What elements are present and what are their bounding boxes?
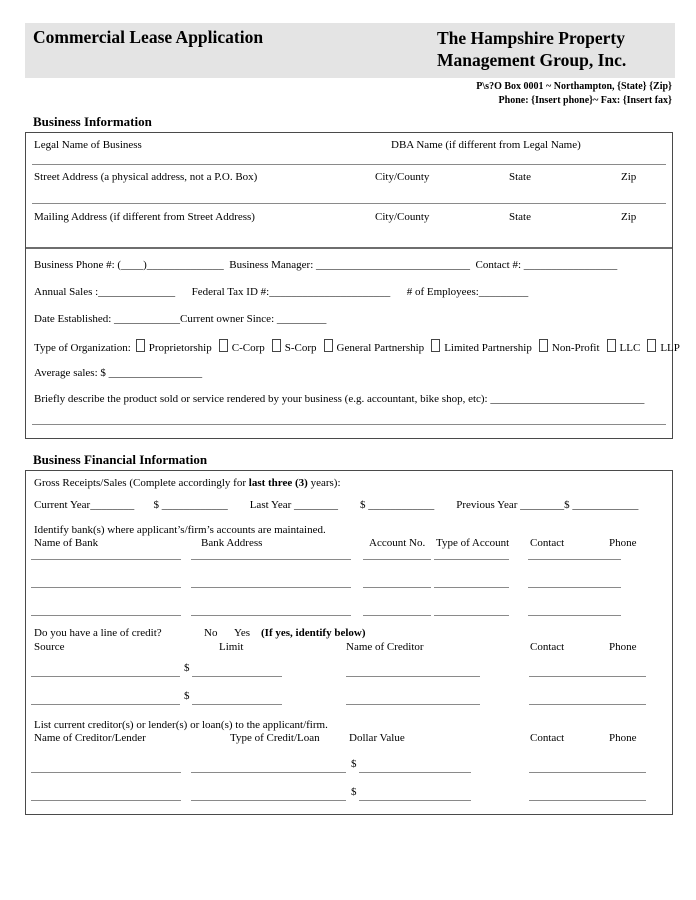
account-no-field[interactable]	[363, 559, 431, 560]
section-divider	[26, 247, 672, 249]
dollar-sign: $	[184, 662, 190, 674]
gross-receipts-label: Gross Receipts/Sales (Complete accordingly for last three (3) years):	[34, 477, 341, 489]
credit-type-field[interactable]	[191, 772, 346, 773]
contact-phone-field[interactable]	[528, 559, 621, 560]
credit-col-limit: Limit	[219, 641, 244, 653]
header	[25, 23, 675, 78]
org-option-limited-partnership[interactable]	[431, 342, 532, 354]
contact-phone-field[interactable]	[528, 615, 621, 616]
credit-identify-note: (If yes, identify below)	[261, 627, 366, 639]
account-no-field[interactable]	[363, 615, 431, 616]
page-title: Commercial Lease Application	[33, 27, 264, 47]
account-type-field[interactable]	[434, 587, 509, 588]
creditor-contact-phone-field[interactable]	[529, 800, 646, 801]
bank-col-account-no: Account No.	[369, 537, 426, 549]
banks-intro-label: Identify bank(s) where applicant’s/firm’s accounts are maintained.	[34, 524, 326, 536]
org-option-s-corp[interactable]	[272, 342, 317, 354]
business-info-heading: Business Information	[33, 114, 152, 129]
credit-limit-field[interactable]	[192, 704, 282, 705]
credit-col-source: Source	[34, 641, 65, 653]
contact-phone-field[interactable]	[528, 587, 621, 588]
business-info-box	[25, 132, 680, 439]
creditor-col-dollar-value: Dollar Value	[349, 732, 405, 744]
credit-creditor-field[interactable]	[346, 704, 480, 705]
org-option-label: Non-Profit	[551, 342, 600, 354]
org-option-c-corp[interactable]	[219, 342, 265, 354]
zip-label: Zip	[621, 211, 637, 223]
dollar-sign: $	[184, 690, 190, 702]
bank-address-field[interactable]	[191, 615, 351, 616]
city-county-label: City/County	[375, 211, 430, 223]
org-option-llc[interactable]	[607, 342, 641, 354]
bank-name-field[interactable]	[31, 587, 181, 588]
creditor-col-type: Type of Credit/Loan	[230, 732, 320, 744]
credit-col-creditor: Name of Creditor	[346, 641, 424, 653]
mailing-address-label: Mailing Address (if different from Street Address)	[34, 211, 255, 223]
credit-creditor-field[interactable]	[346, 676, 480, 677]
org-option-non-profit[interactable]	[539, 342, 600, 354]
zip-label: Zip	[621, 171, 637, 183]
org-option-label: LLP	[660, 342, 680, 354]
business-description-extra-line[interactable]	[32, 424, 666, 425]
org-option-general-partnership[interactable]	[324, 342, 425, 354]
checkbox-icon[interactable]	[607, 339, 616, 352]
org-option-label: C-Corp	[231, 342, 265, 354]
checkbox-icon[interactable]	[272, 339, 281, 352]
credit-contact-phone-field[interactable]	[529, 704, 646, 705]
company-address-line: P\s?O Box 0001 ~ Northampton, {State} {Zip}	[476, 81, 672, 92]
bank-col-contact: Contact	[530, 537, 565, 549]
checkbox-icon[interactable]	[219, 339, 228, 352]
street-address-field-line[interactable]	[32, 203, 666, 204]
creditors-intro-label: List current creditor(s) or lender(s) or loan(s) to the applicant/firm.	[34, 719, 328, 731]
business-phone-field-line[interactable]: Business Phone #: (____)______________ Business Manager: ____________________________ Contact #: _________________	[34, 259, 618, 271]
credit-type-field[interactable]	[191, 800, 346, 801]
org-option-llp[interactable]	[647, 342, 680, 354]
organization-type-label: Type of Organization:	[34, 342, 131, 354]
org-option-label: Limited Partnership	[444, 342, 532, 354]
dollar-sign: $	[351, 786, 357, 798]
bank-col-name: Name of Bank	[34, 537, 99, 549]
credit-col-phone: Phone	[609, 641, 637, 653]
account-no-field[interactable]	[363, 587, 431, 588]
credit-source-field[interactable]	[31, 704, 180, 705]
creditor-col-name: Name of Creditor/Lender	[34, 732, 146, 744]
bank-col-account-type: Type of Account	[436, 537, 510, 549]
checkbox-icon[interactable]	[431, 339, 440, 352]
dba-name-label: DBA Name (if different from Legal Name)	[391, 139, 581, 151]
account-type-field[interactable]	[434, 559, 509, 560]
bank-name-field[interactable]	[31, 559, 181, 560]
state-label: State	[509, 171, 531, 183]
city-county-label: City/County	[375, 171, 430, 183]
credit-col-contact: Contact	[530, 641, 565, 653]
creditor-contact-phone-field[interactable]	[529, 772, 646, 773]
creditor-name-field[interactable]	[31, 800, 181, 801]
company-phone-fax-line: Phone: {Insert phone}~ Fax: {Insert fax}	[498, 95, 672, 106]
street-address-label: Street Address (a physical address, not a P.O. Box)	[34, 171, 258, 183]
average-sales-field-line[interactable]: Average sales: $ _________________	[34, 367, 203, 379]
account-type-field[interactable]	[434, 615, 509, 616]
dollar-sign: $	[351, 758, 357, 770]
dollar-value-field[interactable]	[359, 800, 471, 801]
checkbox-icon[interactable]	[647, 339, 656, 352]
company-name: The Hampshire Property Management Group, Inc.	[437, 28, 627, 71]
org-option-label: General Partnership	[336, 342, 425, 354]
creditor-col-contact: Contact	[530, 732, 565, 744]
financial-info-heading: Business Financial Information	[33, 452, 208, 467]
creditor-col-phone: Phone	[609, 732, 637, 744]
checkbox-icon[interactable]	[136, 339, 145, 352]
organization-type-row	[34, 339, 680, 354]
credit-limit-field[interactable]	[192, 676, 282, 677]
state-label: State	[509, 211, 531, 223]
company-address-block	[476, 80, 672, 108]
dollar-value-field[interactable]	[359, 772, 471, 773]
checkbox-icon[interactable]	[539, 339, 548, 352]
org-option-label: LLC	[619, 342, 641, 354]
gross-receipts-field-line[interactable]: Current Year________ $ ____________ Last Year ________ $ ____________ Previous Year ________$ ____________	[34, 499, 639, 511]
bank-address-field[interactable]	[191, 559, 351, 560]
business-description-field-line[interactable]: Briefly describe the product sold or service rendered by your business (e.g. accountant, bike shop, etc): ____________________________	[34, 393, 645, 405]
creditor-name-field[interactable]	[31, 772, 181, 773]
legal-dba-field-line[interactable]	[32, 164, 666, 165]
bank-address-field[interactable]	[191, 587, 351, 588]
bank-col-phone: Phone	[609, 537, 637, 549]
checkbox-icon[interactable]	[324, 339, 333, 352]
credit-contact-phone-field[interactable]	[529, 676, 646, 677]
org-option-proprietorship[interactable]	[136, 342, 212, 354]
financial-info-box	[25, 470, 673, 815]
annual-sales-field-line[interactable]: Annual Sales :______________ Federal Tax ID #:______________________ # of Employees:_________	[34, 286, 529, 298]
credit-yes-option[interactable]: Yes	[234, 627, 251, 639]
line-of-credit-question: Do you have a line of credit?	[34, 627, 162, 639]
line-of-credit-question-row	[34, 627, 668, 639]
bank-col-address: Bank Address	[201, 537, 263, 549]
bank-name-field[interactable]	[31, 615, 181, 616]
legal-name-label: Legal Name of Business	[34, 139, 142, 151]
org-option-label: Proprietorship	[148, 342, 212, 354]
date-established-field-line[interactable]: Date Established: ____________Current owner Since: _________	[34, 313, 327, 325]
credit-source-field[interactable]	[31, 676, 180, 677]
org-option-label: S-Corp	[284, 342, 317, 354]
credit-no-option[interactable]: No	[204, 627, 218, 639]
